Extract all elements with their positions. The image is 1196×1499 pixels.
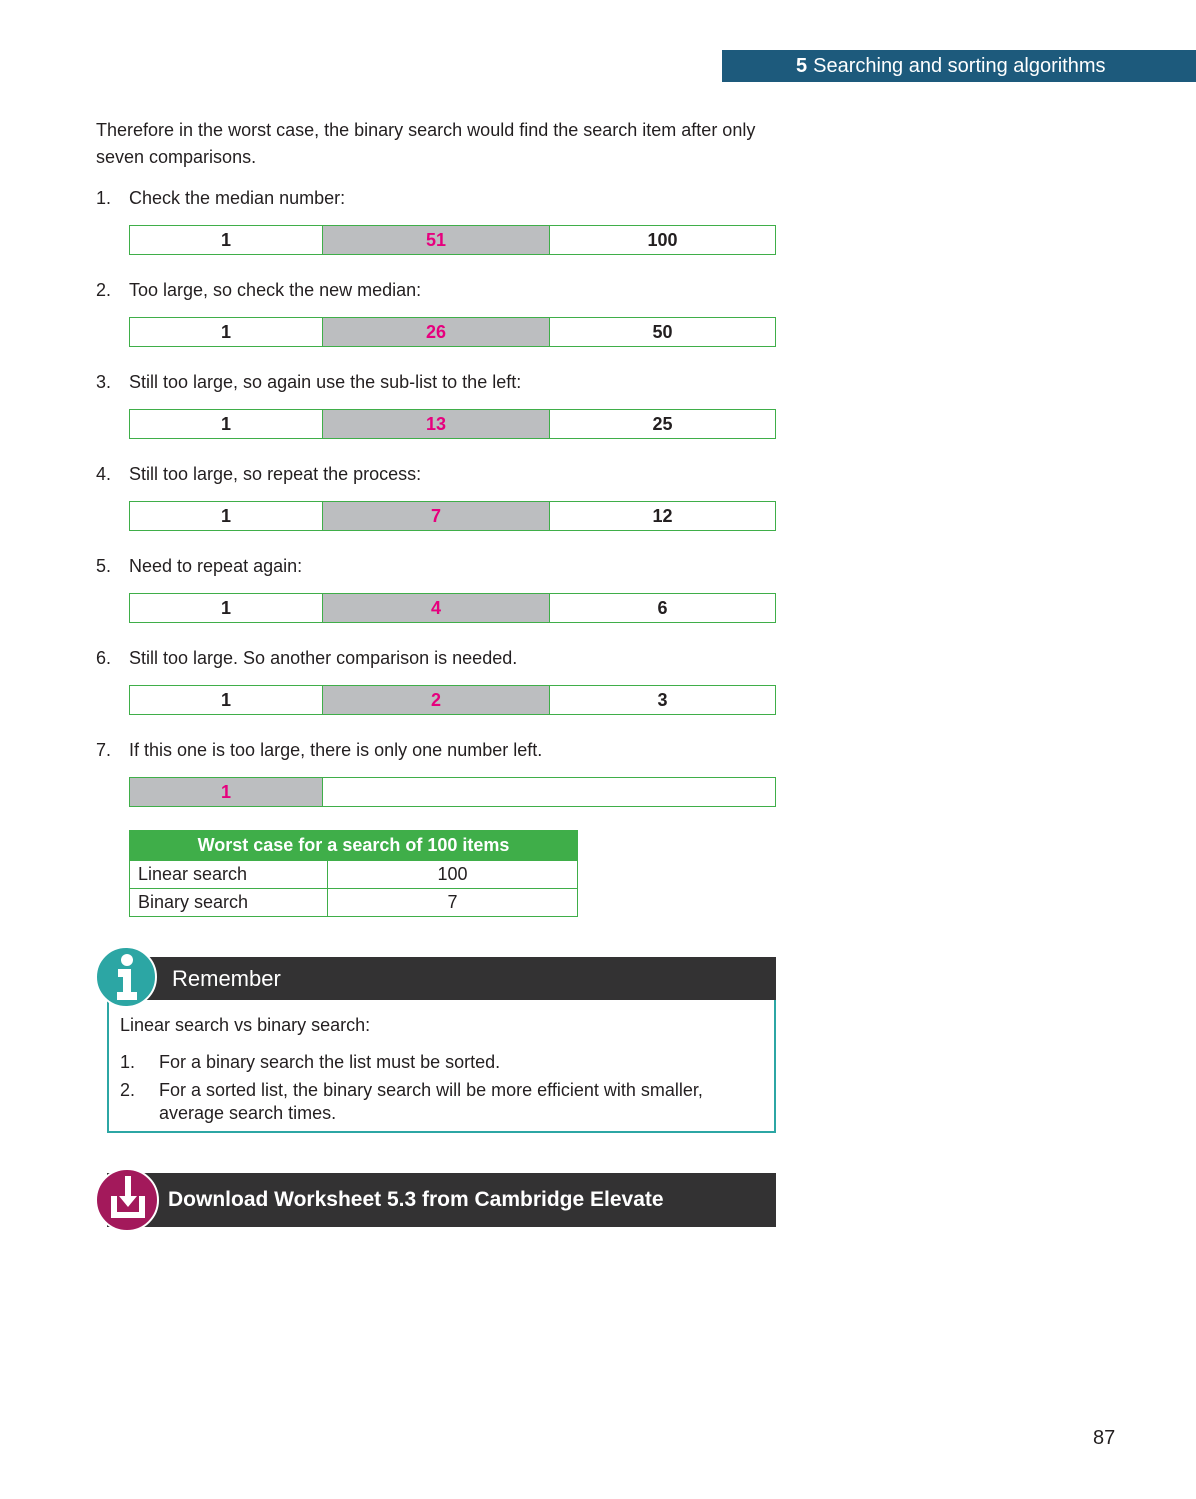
search-range-row-5 — [129, 593, 776, 623]
step-4 — [96, 462, 421, 486]
chapter-header — [722, 50, 1196, 82]
step-6 — [96, 646, 517, 670]
info-icon — [95, 946, 157, 1008]
range-low-cell: 1 — [130, 318, 323, 346]
range-high-cell: 6 — [657, 597, 668, 618]
range-low-cell: 1 — [130, 594, 323, 622]
step-number: 6. — [96, 648, 112, 668]
table-title: Worst case for a search of 100 items — [130, 831, 578, 861]
list-number: 1. — [120, 1052, 136, 1072]
range-high-cell: 12 — [652, 505, 673, 526]
remember-heading: Remember — [172, 965, 281, 991]
search-range-row-7 — [129, 777, 776, 807]
median-cell: 4 — [323, 594, 550, 622]
remember-header — [107, 957, 776, 1000]
search-range-row-1 — [129, 225, 776, 255]
worst-case-table — [129, 830, 578, 917]
step-text: Need to repeat again: — [129, 556, 303, 576]
range-low-cell: 1 — [130, 686, 323, 714]
table-row — [130, 861, 578, 889]
chapter-title: Searching and sorting algorithms — [813, 54, 1106, 77]
list-text: For a binary search the list must be sorted. — [159, 1052, 501, 1072]
intro-paragraph: Therefore in the worst case, the binary search would find the search item after only seven comparisons. — [96, 120, 756, 167]
page-number: 87 — [1093, 1427, 1116, 1449]
step-text: Still too large. So another comparison is needed. — [129, 648, 518, 668]
list-text: For a sorted list, the binary search will be more efficient with smaller, average search times. — [159, 1080, 703, 1123]
range-high-cell: 3 — [657, 689, 668, 710]
range-high-cell: 50 — [652, 321, 673, 342]
step-text: Still too large, so again use the sub-list to the left: — [129, 372, 522, 392]
row-label: Binary search — [130, 889, 328, 917]
table-header-row — [130, 831, 578, 861]
empty-cell — [323, 778, 775, 806]
chapter-number: 5 — [796, 54, 808, 77]
search-range-row-3 — [129, 409, 776, 439]
step-number: 3. — [96, 372, 112, 392]
row-value: 7 — [328, 889, 578, 917]
range-low-cell: 1 — [130, 502, 323, 530]
search-range-row-2 — [129, 317, 776, 347]
step-number: 1. — [96, 188, 112, 208]
median-cell: 1 — [130, 778, 323, 806]
range-high-cell: 25 — [652, 413, 673, 434]
step-2 — [96, 278, 421, 302]
row-label: Linear search — [130, 861, 328, 889]
step-number: 2. — [96, 280, 112, 300]
median-cell: 7 — [323, 502, 550, 530]
median-cell: 26 — [323, 318, 550, 346]
search-range-row-6 — [129, 685, 776, 715]
step-3 — [96, 370, 521, 394]
remember-body — [120, 1014, 760, 1130]
median-cell: 13 — [323, 410, 550, 438]
range-low-cell: 1 — [130, 226, 323, 254]
step-text: Still too large, so repeat the process: — [129, 464, 422, 484]
download-icon[interactable] — [95, 1168, 159, 1232]
step-text: Too large, so check the new median: — [129, 280, 422, 300]
table-row — [130, 889, 578, 917]
search-range-row-4 — [129, 501, 776, 531]
step-1 — [96, 186, 345, 210]
row-value: 100 — [328, 861, 578, 889]
step-7 — [96, 738, 542, 762]
list-item — [120, 1079, 760, 1125]
download-worksheet-link[interactable] — [107, 1173, 776, 1227]
step-number: 4. — [96, 464, 112, 484]
list-item — [120, 1051, 760, 1074]
range-low-cell: 1 — [130, 410, 323, 438]
step-text: Check the median number: — [129, 188, 346, 208]
download-label: Download Worksheet 5.3 from Cambridge Elevate — [168, 1188, 664, 1211]
median-cell: 51 — [323, 226, 550, 254]
step-5 — [96, 554, 302, 578]
remember-lead: Linear search vs binary search: — [120, 1015, 371, 1035]
step-number: 5. — [96, 556, 112, 576]
step-number: 7. — [96, 740, 112, 760]
median-cell: 2 — [323, 686, 550, 714]
step-text: If this one is too large, there is only one number left. — [129, 740, 543, 760]
range-high-cell: 100 — [647, 229, 678, 250]
list-number: 2. — [120, 1080, 136, 1100]
